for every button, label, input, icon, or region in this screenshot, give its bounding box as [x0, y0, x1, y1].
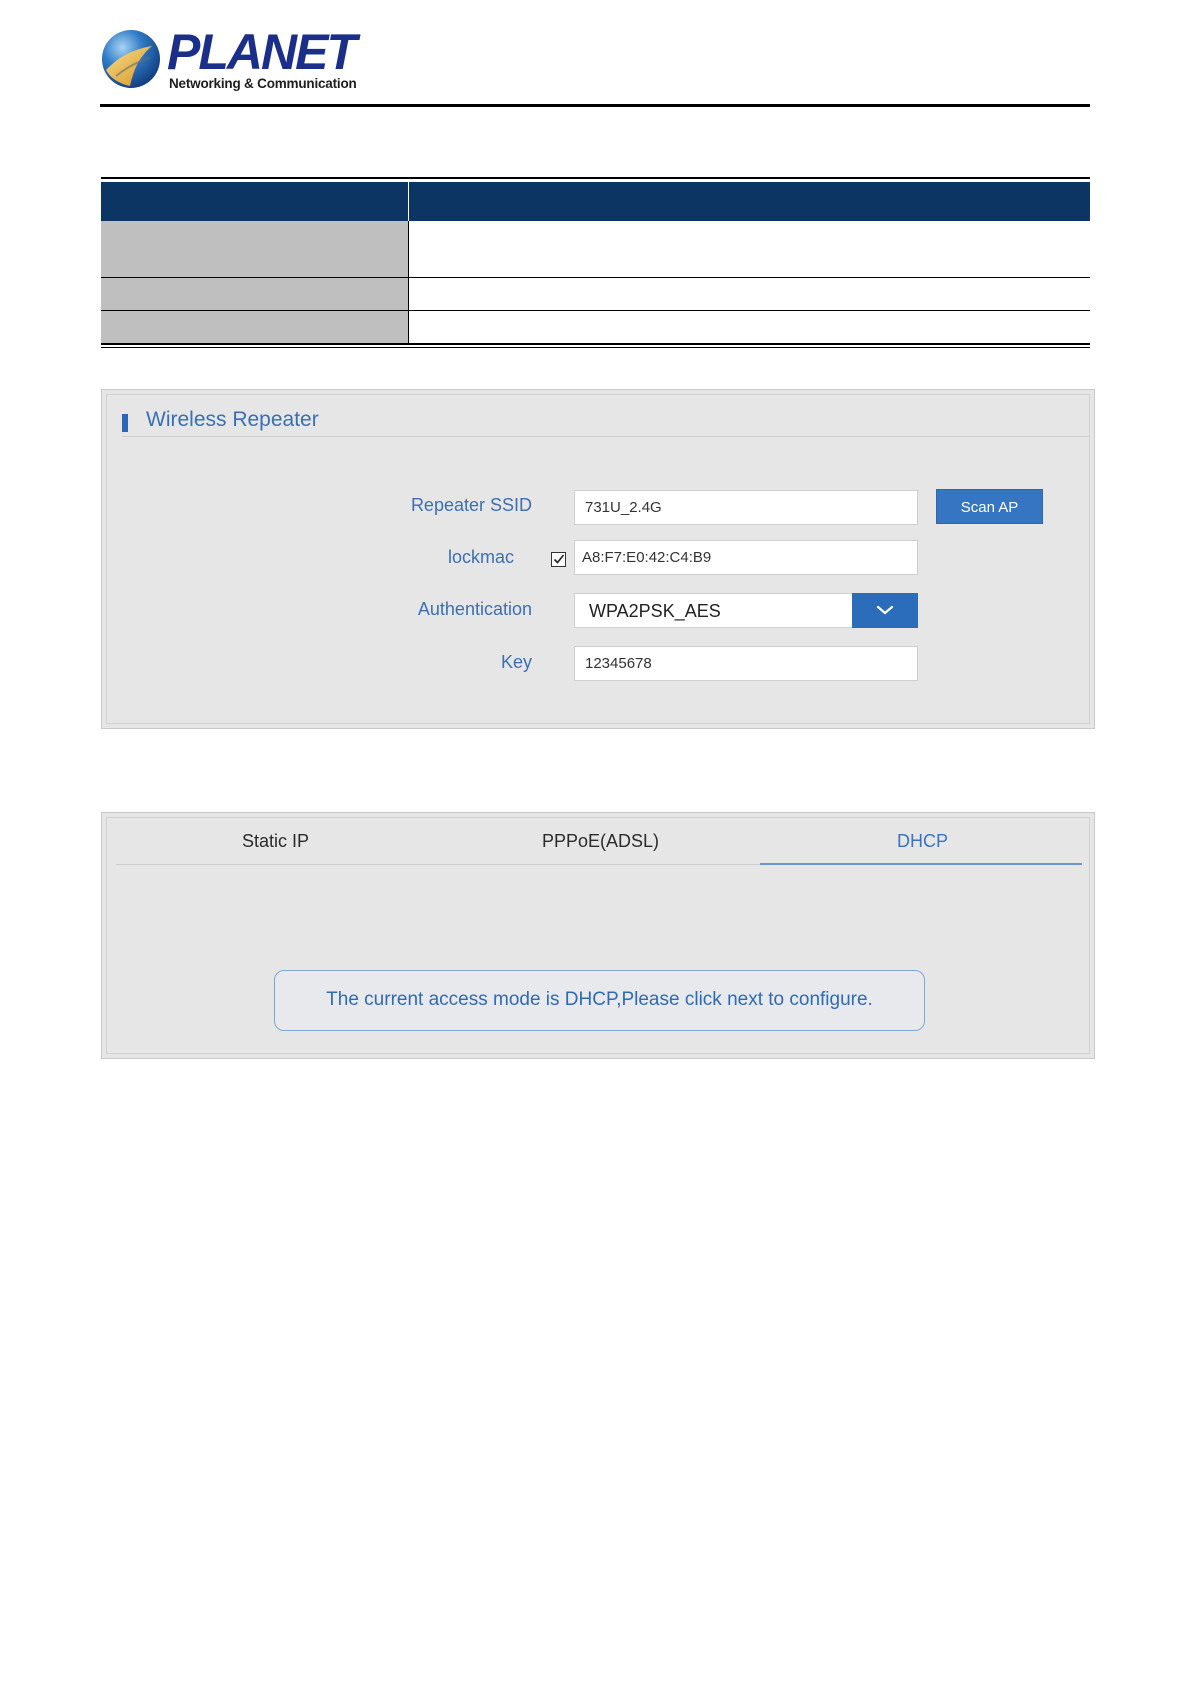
table-header-cell-object: [101, 182, 409, 221]
authentication-value: WPA2PSK_AES: [589, 601, 721, 621]
active-tab-indicator: [760, 863, 1082, 865]
panel-title: Wireless Repeater: [146, 408, 319, 431]
title-divider: [122, 436, 1090, 437]
lockmac-input[interactable]: A8:F7:E0:42:C4:B9: [574, 540, 918, 575]
table-row: [101, 278, 1090, 311]
access-mode-panel: [101, 812, 1095, 1059]
parameter-table: [101, 177, 1090, 345]
table-cell-description: [409, 221, 1090, 277]
table-cell-description: [409, 311, 1090, 345]
authentication-select[interactable]: [574, 593, 918, 628]
table-row: [101, 221, 1090, 278]
ssid-label: Repeater SSID: [410, 495, 532, 515]
table-cell-object: [101, 311, 409, 345]
brand-name: PLANET: [167, 24, 355, 80]
brand-tagline: Networking & Communication: [169, 76, 357, 91]
planet-logo: [100, 24, 357, 96]
lockmac-label: lockmac: [447, 547, 514, 567]
table-cell-object: [101, 221, 409, 277]
table-cell-description: [409, 278, 1090, 310]
table-cell-object: [101, 278, 409, 310]
chevron-down-icon: [876, 604, 894, 616]
dropdown-button[interactable]: [852, 593, 918, 628]
table-header-row: [101, 182, 1090, 221]
checkmark-icon: [553, 553, 565, 565]
wireless-repeater-panel: [101, 389, 1095, 729]
authentication-label: Authentication: [417, 599, 532, 619]
scan-ap-button[interactable]: Scan AP: [936, 489, 1043, 524]
key-input[interactable]: 12345678: [574, 646, 918, 681]
globe-icon: [100, 28, 162, 90]
table-bottom-rule: [101, 343, 1090, 348]
header-divider: [100, 104, 1090, 107]
tab-static-ip[interactable]: Static IP: [242, 831, 310, 851]
access-mode-notice: The current access mode is DHCP,Please click next to configure.: [274, 970, 925, 1031]
tab-pppoe[interactable]: PPPoE(ADSL): [542, 831, 660, 851]
tab-dhcp[interactable]: DHCP: [897, 831, 949, 851]
ssid-input[interactable]: 731U_2.4G: [574, 490, 918, 525]
title-accent-bar: [122, 414, 128, 432]
key-label: Key: [500, 652, 532, 672]
table-row: [101, 311, 1090, 345]
table-header-cell-description: [409, 182, 1090, 221]
lockmac-checkbox[interactable]: [551, 552, 566, 567]
